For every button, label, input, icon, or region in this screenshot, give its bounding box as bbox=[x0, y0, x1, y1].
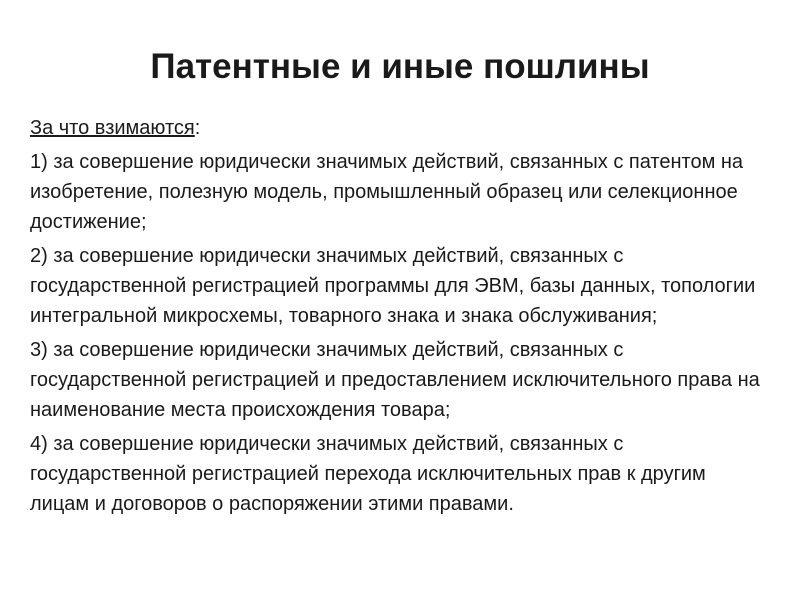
list-item-3: 3) за совершение юридически значимых действий, связанных с государственной регистрацией и предоставлением исключительного права на наименование места происхождения товара; bbox=[30, 339, 760, 421]
list-item-4: 4) за совершение юридически значимых действий, связанных с государственной регистрацией перехода исключительных прав к другим лицам и договоров о распоряжении этими правами. bbox=[30, 433, 706, 515]
lead-line bbox=[30, 113, 760, 143]
slide-title: Патентные и иные пошлины bbox=[150, 47, 650, 86]
list-item-2: 2) за совершение юридически значимых действий, связанных с государственной регистрацией программы для ЭВМ, базы данных, топологии интегральной микросхемы, товарного знака и знака обслуживания; bbox=[30, 245, 756, 327]
list-item-1: 1) за совершение юридически значимых действий, связанных с патентом на изобретение, полезную модель, промышленный образец или селекционное достижение; bbox=[30, 151, 744, 233]
lead-text: За что взимаются bbox=[30, 117, 195, 139]
slide-body bbox=[30, 113, 760, 523]
lead-colon: : bbox=[194, 117, 201, 139]
